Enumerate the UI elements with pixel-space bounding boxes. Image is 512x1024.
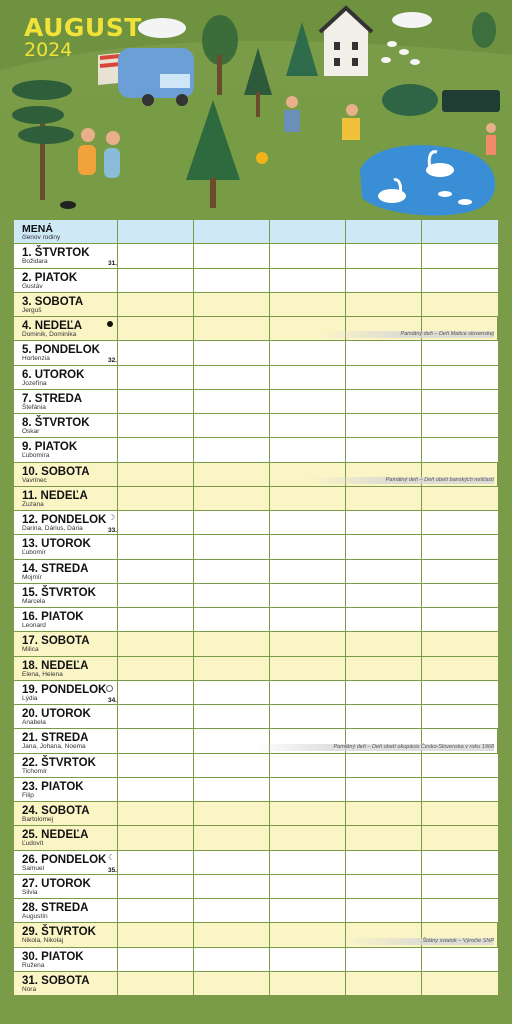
planner-cell[interactable]	[194, 414, 270, 437]
day-label-cell	[14, 851, 118, 874]
planner-cell[interactable]	[270, 754, 346, 777]
planner-cell[interactable]	[194, 754, 270, 777]
day-label-cell	[14, 341, 118, 364]
day-title: 2. PIATOK	[22, 271, 78, 284]
full-moon-icon	[106, 685, 113, 692]
day-row	[14, 632, 498, 656]
day-label-cell	[14, 705, 118, 728]
planner-cell[interactable]	[422, 438, 498, 461]
name-day: Lýdia	[22, 694, 38, 702]
planner-cell[interactable]	[118, 899, 194, 922]
planner-cell[interactable]	[422, 851, 498, 874]
name-day: Anabela	[22, 719, 46, 726]
day-label-cell	[14, 293, 118, 316]
planner-cell[interactable]	[194, 293, 270, 316]
day-row	[14, 899, 498, 923]
planner-cell[interactable]	[346, 802, 422, 825]
planner-cell[interactable]	[118, 923, 194, 946]
member-name-cell[interactable]	[346, 220, 422, 243]
planner-cell[interactable]	[118, 317, 194, 340]
day-label-cell	[14, 826, 118, 849]
day-title: 5. PONDELOK	[22, 344, 100, 357]
member-name-cell[interactable]	[270, 220, 346, 243]
planner-cell[interactable]	[270, 826, 346, 849]
holiday-note: Pamätný deň – Deň obetí okupácie Česko-Slovenska v roku 1968	[253, 744, 494, 751]
planner-cell[interactable]	[270, 269, 346, 292]
planner-cell[interactable]	[118, 972, 194, 995]
planner-cell[interactable]	[194, 705, 270, 728]
planner-cell[interactable]	[194, 657, 270, 680]
day-row	[14, 608, 498, 632]
planner-cell[interactable]	[346, 657, 422, 680]
last-quarter-moon-icon: ☾	[108, 852, 116, 862]
day-title: 29. ŠTVRTOK	[22, 926, 96, 939]
planner-cell[interactable]	[194, 826, 270, 849]
week-number: 34.	[107, 696, 117, 704]
planner-cell[interactable]	[346, 487, 422, 510]
planner-cell[interactable]	[422, 341, 498, 364]
planner-cell[interactable]	[194, 366, 270, 389]
planner-cell[interactable]	[422, 269, 498, 292]
planner-cell[interactable]	[422, 778, 498, 801]
name-day: Božidara	[22, 258, 48, 266]
day-title: 16. PIATOK	[22, 611, 84, 623]
week-number: 35.	[107, 866, 117, 874]
planner-cell[interactable]	[422, 366, 498, 389]
day-label-cell	[14, 923, 118, 946]
day-label-cell	[14, 414, 118, 437]
planner-cell[interactable]	[118, 729, 194, 752]
first-quarter-moon-icon: ☽	[108, 513, 116, 522]
planner-cell[interactable]	[270, 948, 346, 971]
planner-cell[interactable]	[118, 487, 194, 510]
planner-cell[interactable]	[422, 244, 498, 267]
planner-cell[interactable]	[270, 705, 346, 728]
day-title: 30. PIATOK	[22, 950, 84, 963]
planner-cell[interactable]	[194, 778, 270, 801]
planner-cell[interactable]	[346, 560, 422, 583]
planner-cell[interactable]	[270, 778, 346, 801]
day-title: 28. STREDA	[22, 902, 89, 914]
pond	[360, 145, 495, 215]
day-row	[14, 366, 498, 390]
day-row	[14, 657, 498, 681]
names-header-title: MENÁ	[22, 223, 53, 235]
name-day: Ľudovít	[22, 840, 44, 848]
day-title: 11. NEDEĽA	[22, 489, 88, 502]
day-label-cell	[14, 438, 118, 461]
planner-cell[interactable]	[346, 681, 422, 704]
day-title: 26. PONDELOK	[22, 853, 107, 866]
name-day: Dominik, Dominika	[22, 331, 77, 338]
dog	[60, 201, 76, 209]
planner-cell[interactable]	[346, 511, 422, 534]
day-label-cell	[14, 778, 118, 801]
family-planner-table	[14, 220, 498, 996]
planner-cell[interactable]	[346, 535, 422, 558]
planner-cell[interactable]	[346, 948, 422, 971]
name-day: Vavrinec	[22, 476, 47, 484]
day-title: 8. ŠTVRTOK	[22, 417, 90, 429]
day-title: 15. ŠTVRTOK	[22, 586, 96, 599]
planner-cell[interactable]	[194, 608, 270, 631]
planner-cell[interactable]	[194, 269, 270, 292]
names-header-cell	[14, 220, 118, 243]
planner-cell[interactable]	[422, 414, 498, 437]
member-name-cell[interactable]	[194, 220, 270, 243]
planner-cell[interactable]	[346, 875, 422, 898]
day-row	[14, 923, 498, 947]
planner-cell[interactable]	[118, 366, 194, 389]
day-label-cell	[14, 390, 118, 413]
planner-cell[interactable]	[194, 632, 270, 655]
day-row	[14, 414, 498, 438]
day-title: 20. UTOROK	[22, 708, 91, 720]
planner-cell[interactable]	[270, 341, 346, 364]
day-title: 17. SOBOTA	[22, 635, 90, 648]
holiday-note: Pamätný deň – Deň obetí banských nešťastí	[306, 477, 494, 484]
day-label-cell	[14, 317, 118, 340]
day-label-cell	[14, 899, 118, 922]
day-title: 27. UTOROK	[22, 877, 91, 890]
planner-cell[interactable]	[118, 778, 194, 801]
table-header-row	[14, 220, 498, 244]
name-day: Zuzana	[22, 500, 44, 508]
day-row	[14, 802, 498, 826]
planner-cell[interactable]	[194, 899, 270, 922]
planner-cell[interactable]	[422, 681, 498, 704]
names-header-subtitle[interactable]: členov rodiny	[22, 234, 61, 241]
planner-cell[interactable]	[422, 535, 498, 558]
planner-cell[interactable]	[118, 463, 194, 486]
day-label-cell	[14, 681, 118, 704]
planner-cell[interactable]	[422, 754, 498, 777]
planner-cell[interactable]	[194, 875, 270, 898]
planner-cell[interactable]	[346, 826, 422, 849]
day-label-cell	[14, 729, 118, 752]
planner-cell[interactable]	[346, 632, 422, 655]
planner-cell[interactable]	[346, 608, 422, 631]
member-name-cell[interactable]	[118, 220, 194, 243]
planner-cell[interactable]	[118, 414, 194, 437]
year-title: 2024	[24, 39, 73, 61]
planner-cell[interactable]	[118, 608, 194, 631]
day-row	[14, 390, 498, 414]
day-title: 19. PONDELOK	[22, 683, 107, 696]
planner-cell[interactable]	[346, 705, 422, 728]
day-row	[14, 681, 498, 705]
name-day: Štefánia	[22, 403, 46, 411]
planner-cell[interactable]	[194, 923, 270, 946]
day-label-cell	[14, 269, 118, 292]
planner-cell[interactable]	[194, 681, 270, 704]
day-title: 24. SOBOTA	[22, 805, 90, 817]
planner-cell[interactable]	[118, 875, 194, 898]
planner-cell[interactable]	[118, 438, 194, 461]
planner-cell[interactable]	[270, 875, 346, 898]
day-row	[14, 705, 498, 729]
planner-cell[interactable]	[194, 584, 270, 607]
name-day: Hortenzia	[22, 355, 50, 363]
day-row	[14, 584, 498, 608]
name-day: Marcela	[22, 597, 46, 605]
day-title: 25. NEDEĽA	[22, 829, 89, 842]
day-row	[14, 269, 498, 293]
name-day: Augustín	[22, 913, 48, 920]
planner-cell[interactable]	[270, 438, 346, 461]
planner-cell[interactable]	[346, 778, 422, 801]
planner-cell[interactable]	[194, 535, 270, 558]
planner-cell[interactable]	[194, 851, 270, 874]
day-title: 7. STREDA	[22, 392, 83, 405]
day-label-cell	[14, 535, 118, 558]
planner-cell[interactable]	[194, 463, 270, 486]
planner-cell[interactable]	[346, 584, 422, 607]
planner-cell[interactable]	[270, 681, 346, 704]
planner-cell[interactable]	[270, 293, 346, 316]
day-label-cell	[14, 584, 118, 607]
planner-cell[interactable]	[422, 948, 498, 971]
day-label-cell	[14, 244, 118, 267]
planner-cell[interactable]	[118, 244, 194, 267]
day-label-cell	[14, 948, 118, 971]
planner-cell[interactable]	[194, 487, 270, 510]
day-row	[14, 826, 498, 850]
day-label-cell	[14, 463, 118, 486]
day-title: 14. STREDA	[22, 562, 89, 575]
planner-cell[interactable]	[118, 681, 194, 704]
planner-cell[interactable]	[346, 851, 422, 874]
day-row	[14, 341, 498, 365]
truck	[442, 90, 500, 112]
day-label-cell	[14, 608, 118, 631]
planner-cell[interactable]	[118, 705, 194, 728]
day-row	[14, 438, 498, 462]
planner-cell[interactable]	[270, 584, 346, 607]
name-day: Tichomír	[22, 767, 48, 775]
planner-cell[interactable]	[346, 972, 422, 995]
day-title: 4. NEDEĽA	[22, 320, 83, 332]
day-row	[14, 535, 498, 559]
planner-cell[interactable]	[346, 244, 422, 267]
planner-cell[interactable]	[270, 632, 346, 655]
day-title: 6. UTOROK	[22, 368, 85, 381]
planner-cell[interactable]	[270, 511, 346, 534]
week-number: 32.	[107, 357, 117, 365]
planner-cell[interactable]	[194, 972, 270, 995]
planner-cell[interactable]	[422, 972, 498, 995]
planner-cell[interactable]	[270, 608, 346, 631]
sunflower	[256, 152, 268, 164]
planner-cell[interactable]	[118, 754, 194, 777]
planner-cell[interactable]	[422, 875, 498, 898]
planner-cell[interactable]	[118, 802, 194, 825]
name-day: Bartolomej	[22, 816, 54, 823]
day-row	[14, 317, 498, 341]
planner-cell[interactable]	[346, 438, 422, 461]
day-title: 31. SOBOTA	[22, 974, 90, 987]
day-title: 1. ŠTVRTOK	[22, 247, 90, 260]
planner-cell[interactable]	[194, 244, 270, 267]
day-title: 12. PONDELOK	[22, 514, 107, 526]
day-row	[14, 851, 498, 875]
name-day: Elena, Helena	[22, 670, 63, 678]
planner-cell[interactable]	[270, 560, 346, 583]
day-row	[14, 754, 498, 778]
day-label-cell	[14, 560, 118, 583]
day-row	[14, 729, 498, 753]
planner-cell[interactable]	[270, 923, 346, 946]
holiday-note: Pamätný deň – Deň Matice slovenskej	[320, 331, 494, 338]
day-title: 22. ŠTVRTOK	[22, 756, 96, 769]
planner-cell[interactable]	[270, 390, 346, 413]
day-label-cell	[14, 875, 118, 898]
day-row	[14, 972, 498, 996]
planner-cell[interactable]	[270, 244, 346, 267]
name-day: Filip	[22, 791, 34, 799]
day-row	[14, 244, 498, 268]
planner-cell[interactable]	[118, 948, 194, 971]
name-day: Oskar	[22, 428, 40, 435]
planner-cell[interactable]	[118, 390, 194, 413]
day-label-cell	[14, 754, 118, 777]
planner-cell[interactable]	[270, 802, 346, 825]
day-label-cell	[14, 972, 118, 995]
planner-cell[interactable]	[422, 390, 498, 413]
name-day: Silvia	[22, 888, 38, 896]
planner-cell[interactable]	[194, 438, 270, 461]
planner-cell[interactable]	[422, 899, 498, 922]
name-day: Jerguš	[22, 306, 42, 314]
planner-cell[interactable]	[422, 608, 498, 631]
name-day: Ľubomíra	[22, 452, 50, 460]
planner-cell[interactable]	[194, 317, 270, 340]
planner-cell[interactable]	[270, 487, 346, 510]
planner-cell[interactable]	[118, 560, 194, 583]
day-title: 13. UTOROK	[22, 538, 91, 551]
week-number: 31.	[107, 260, 117, 268]
name-day: Ružena	[22, 961, 45, 969]
name-day: Ľubomír	[22, 549, 46, 557]
day-row	[14, 293, 498, 317]
planner-cell[interactable]	[194, 341, 270, 364]
day-title: 9. PIATOK	[22, 441, 78, 454]
planner-cell[interactable]	[422, 293, 498, 316]
day-row	[14, 778, 498, 802]
planner-cell[interactable]	[270, 972, 346, 995]
planner-cell[interactable]	[422, 487, 498, 510]
name-day: Samuel	[22, 864, 45, 872]
day-title: 10. SOBOTA	[22, 465, 90, 478]
planner-cell[interactable]	[118, 632, 194, 655]
planner-cell[interactable]	[270, 535, 346, 558]
planner-cell[interactable]	[422, 584, 498, 607]
planner-cell[interactable]	[270, 414, 346, 437]
planner-cell[interactable]	[194, 560, 270, 583]
name-day: Jana, Johana, Noema	[22, 743, 86, 751]
day-label-cell	[14, 657, 118, 680]
planner-cell[interactable]	[346, 293, 422, 316]
planner-cell[interactable]	[346, 899, 422, 922]
day-label-cell	[14, 366, 118, 389]
planner-cell[interactable]	[346, 341, 422, 364]
planner-cell[interactable]	[346, 269, 422, 292]
planner-cell[interactable]	[118, 657, 194, 680]
day-row	[14, 511, 498, 535]
planner-cell[interactable]	[194, 390, 270, 413]
day-row	[14, 875, 498, 899]
planner-cell[interactable]	[194, 511, 270, 534]
planner-cell[interactable]	[194, 948, 270, 971]
day-title: 3. SOBOTA	[22, 295, 84, 308]
planner-cell[interactable]	[346, 754, 422, 777]
planner-cell[interactable]	[422, 511, 498, 534]
day-label-cell	[14, 802, 118, 825]
name-day: Gustáv	[22, 282, 43, 290]
planner-cell[interactable]	[270, 657, 346, 680]
planner-cell[interactable]	[118, 826, 194, 849]
planner-cell[interactable]	[118, 269, 194, 292]
name-day: Jozefína	[22, 379, 47, 387]
planner-cell[interactable]	[118, 341, 194, 364]
planner-cell[interactable]	[270, 366, 346, 389]
illustration-header	[0, 0, 512, 220]
name-day: Nikola, Nikolaj	[22, 937, 64, 945]
name-day: Leonard	[22, 622, 46, 629]
day-row	[14, 463, 498, 487]
day-title: 18. NEDEĽA	[22, 659, 89, 672]
planner-cell[interactable]	[346, 366, 422, 389]
day-title: 21. STREDA	[22, 732, 89, 745]
planner-cell[interactable]	[118, 293, 194, 316]
planner-cell[interactable]	[422, 632, 498, 655]
day-row	[14, 487, 498, 511]
planner-cell[interactable]	[422, 560, 498, 583]
planner-cell[interactable]	[422, 705, 498, 728]
day-title: 23. PIATOK	[22, 780, 84, 793]
planner-cell[interactable]	[270, 899, 346, 922]
day-row	[14, 948, 498, 972]
planner-cell[interactable]	[422, 657, 498, 680]
planner-cell[interactable]	[118, 511, 194, 534]
day-label-cell	[14, 487, 118, 510]
planner-cell[interactable]	[346, 390, 422, 413]
week-number: 33.	[107, 527, 117, 534]
day-label-cell	[14, 511, 118, 534]
planner-cell[interactable]	[270, 851, 346, 874]
planner-cell[interactable]	[118, 535, 194, 558]
planner-cell[interactable]	[422, 802, 498, 825]
new-moon-icon	[107, 321, 113, 327]
day-row	[14, 560, 498, 584]
holiday-note: Štátny sviatok – Výročie SNP	[342, 938, 494, 945]
name-day: Darina, Dárius, Dária	[22, 525, 83, 532]
planner-cell[interactable]	[118, 584, 194, 607]
name-day: Nora	[22, 985, 37, 993]
planner-cell[interactable]	[118, 851, 194, 874]
planner-cell[interactable]	[194, 802, 270, 825]
name-day: Milica	[22, 646, 39, 654]
day-label-cell	[14, 632, 118, 655]
planner-cell[interactable]	[346, 414, 422, 437]
planner-cell[interactable]	[422, 826, 498, 849]
name-day: Mojmír	[22, 573, 42, 581]
member-name-cell[interactable]	[422, 220, 498, 243]
month-title: AUGUST	[24, 13, 142, 42]
